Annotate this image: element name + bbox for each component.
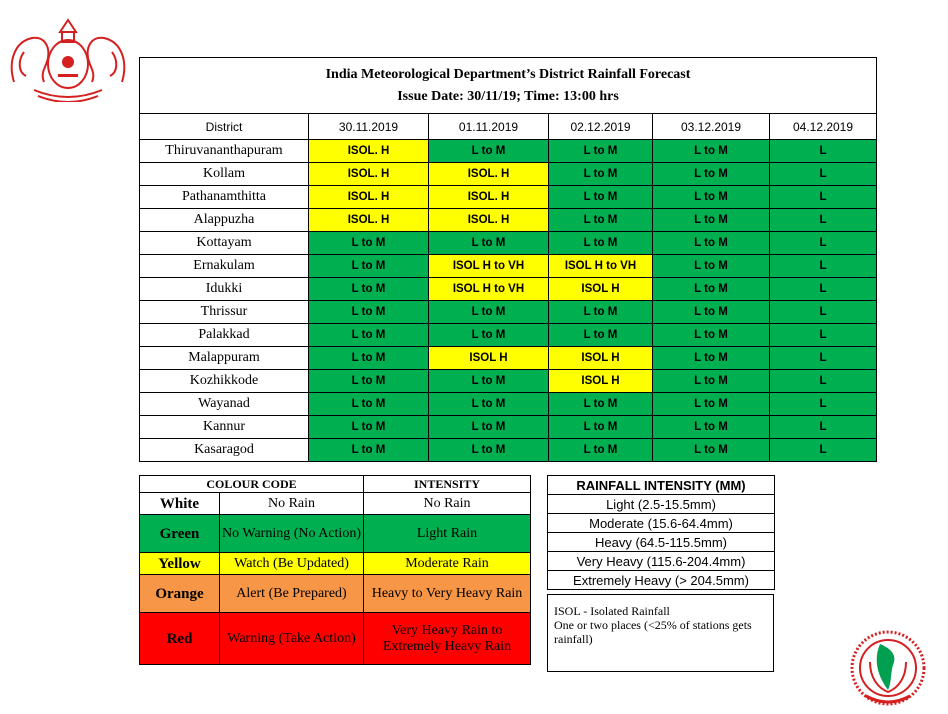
column-header: District [140,114,309,140]
forecast-cell: ISOL H [549,370,653,393]
isol-note-line: One or two places (<25% of stations gets rainfall) [554,618,752,646]
forecast-cell: L to M [653,324,770,347]
forecast-cell: L to M [549,140,653,163]
district-name: Kannur [140,416,309,439]
forecast-cell: L to M [429,232,549,255]
legend-intensity: Light Rain [364,515,531,553]
legend-row [140,515,531,553]
district-row [140,370,877,393]
forecast-cell: L to M [549,416,653,439]
isol-note-line: ISOL - Isolated Rainfall [554,604,670,618]
district-name: Ernakulam [140,255,309,278]
district-row [140,416,877,439]
forecast-cell: L to M [653,347,770,370]
forecast-cell: L to M [549,301,653,324]
district-row [140,393,877,416]
legend-intensity: Very Heavy Rain to Extremely Heavy Rain [364,613,531,665]
forecast-cell: L [770,278,877,301]
district-row [140,439,877,462]
rainfall-intensity-title: RAINFALL INTENSITY (MM) [548,476,775,495]
forecast-cell: L to M [309,301,429,324]
forecast-cell: ISOL. H [309,140,429,163]
forecast-cell: L [770,163,877,186]
district-row [140,324,877,347]
forecast-cell: ISOL H [429,347,549,370]
district-row [140,186,877,209]
forecast-cell: L to M [653,370,770,393]
colour-code-legend [139,475,531,665]
column-header: 01.11.2019 [429,114,549,140]
forecast-cell: ISOL. H [309,163,429,186]
column-header: 30.11.2019 [309,114,429,140]
forecast-cell: L to M [549,163,653,186]
forecast-cell: L [770,347,877,370]
forecast-cell: L to M [309,416,429,439]
forecast-cell: L to M [549,324,653,347]
district-name: Palakkad [140,324,309,347]
legend-intensity: No Rain [364,493,531,515]
forecast-cell: L to M [653,186,770,209]
forecast-cell: L [770,439,877,462]
forecast-cell: L to M [549,393,653,416]
forecast-cell: L to M [309,370,429,393]
forecast-cell: L to M [429,439,549,462]
legend-action: No Rain [220,493,364,515]
district-name: Kottayam [140,232,309,255]
district-row [140,255,877,278]
forecast-cell: L to M [309,347,429,370]
rainfall-intensity-item: Extremely Heavy (> 204.5mm) [548,571,775,590]
district-row [140,232,877,255]
forecast-cell: ISOL H to VH [429,278,549,301]
forecast-cell: L to M [653,255,770,278]
legend-row [140,613,531,665]
column-header: 03.12.2019 [653,114,770,140]
forecast-cell: ISOL. H [429,186,549,209]
rainfall-intensity-item: Light (2.5-15.5mm) [548,495,775,514]
legend-action: No Warning (No Action) [220,515,364,553]
forecast-cell: L to M [549,186,653,209]
forecast-cell: L to M [429,301,549,324]
district-name: Kasaragod [140,439,309,462]
forecast-cell: L to M [309,255,429,278]
legend-color-name: Green [140,515,220,553]
forecast-cell: L to M [429,370,549,393]
page-title: India Meteorological Department’s District Rainfall Forecast [325,66,691,82]
forecast-cell: L to M [653,416,770,439]
district-row [140,140,877,163]
rainfall-intensity-item: Very Heavy (115.6-204.4mm) [548,552,775,571]
district-row [140,301,877,324]
district-name: Idukki [140,278,309,301]
forecast-cell: L to M [309,393,429,416]
district-name: Kozhikkode [140,370,309,393]
forecast-cell: L to M [653,439,770,462]
isol-note [547,594,774,672]
legend-action: Alert (Be Prepared) [220,575,364,613]
forecast-cell: ISOL H [549,347,653,370]
forecast-cell: ISOL H [549,278,653,301]
forecast-cell: L to M [429,416,549,439]
district-name: Thiruvananthapuram [140,140,309,163]
kerala-emblem-icon [4,12,132,102]
forecast-cell: L [770,416,877,439]
district-row [140,163,877,186]
rainfall-intensity-item: Moderate (15.6-64.4mm) [548,514,775,533]
forecast-cell: L to M [429,393,549,416]
forecast-cell: L [770,393,877,416]
legend-color-name: Red [140,613,220,665]
forecast-cell: L [770,140,877,163]
legend-header-code: COLOUR CODE [140,476,364,493]
forecast-cell: L to M [653,163,770,186]
forecast-cell: L to M [653,209,770,232]
district-name: Alappuzha [140,209,309,232]
forecast-cell: L to M [309,324,429,347]
forecast-cell: L to M [429,324,549,347]
forecast-title-cell [140,58,877,114]
forecast-cell: ISOL. H [429,209,549,232]
forecast-cell: L to M [653,301,770,324]
rainfall-intensity-table [547,475,775,590]
forecast-header-row [140,114,877,140]
legend-color-name: Orange [140,575,220,613]
district-row [140,209,877,232]
district-name: Thrissur [140,301,309,324]
forecast-cell: ISOL. H [429,163,549,186]
district-name: Wayanad [140,393,309,416]
forecast-cell: L to M [309,232,429,255]
legend-action: Watch (Be Updated) [220,553,364,575]
forecast-cell: L [770,209,877,232]
district-name: Malappuram [140,347,309,370]
legend-color-name: White [140,493,220,515]
legend-color-name: Yellow [140,553,220,575]
legend-row [140,575,531,613]
forecast-cell: L [770,370,877,393]
forecast-cell: L to M [549,232,653,255]
district-forecast-table [139,57,877,462]
column-header: 02.12.2019 [549,114,653,140]
forecast-cell: ISOL H to VH [429,255,549,278]
legend-action: Warning (Take Action) [220,613,364,665]
forecast-cell: L to M [549,439,653,462]
forecast-cell: L to M [653,232,770,255]
district-name: Pathanamthitta [140,186,309,209]
forecast-cell: ISOL. H [309,186,429,209]
district-row [140,347,877,370]
forecast-cell: L to M [653,140,770,163]
forecast-cell: L [770,186,877,209]
forecast-cell: L [770,324,877,347]
legend-row [140,553,531,575]
column-header: 04.12.2019 [770,114,877,140]
forecast-cell: L to M [309,278,429,301]
legend-intensity: Moderate Rain [364,553,531,575]
legend-header-intensity: INTENSITY [364,476,531,493]
imd-logo-icon [848,628,928,708]
forecast-cell: ISOL. H [309,209,429,232]
forecast-cell: L to M [309,439,429,462]
forecast-cell: L to M [429,140,549,163]
forecast-cell: L [770,301,877,324]
issue-date: Issue Date: 30/11/19; Time: 13:00 hrs [397,88,619,104]
forecast-cell: ISOL H to VH [549,255,653,278]
district-row [140,278,877,301]
district-name: Kollam [140,163,309,186]
legend-row [140,493,531,515]
forecast-cell: L [770,255,877,278]
forecast-cell: L to M [653,393,770,416]
legend-intensity: Heavy to Very Heavy Rain [364,575,531,613]
forecast-cell: L [770,232,877,255]
forecast-cell: L to M [653,278,770,301]
forecast-cell: L to M [549,209,653,232]
rainfall-intensity-item: Heavy (64.5-115.5mm) [548,533,775,552]
